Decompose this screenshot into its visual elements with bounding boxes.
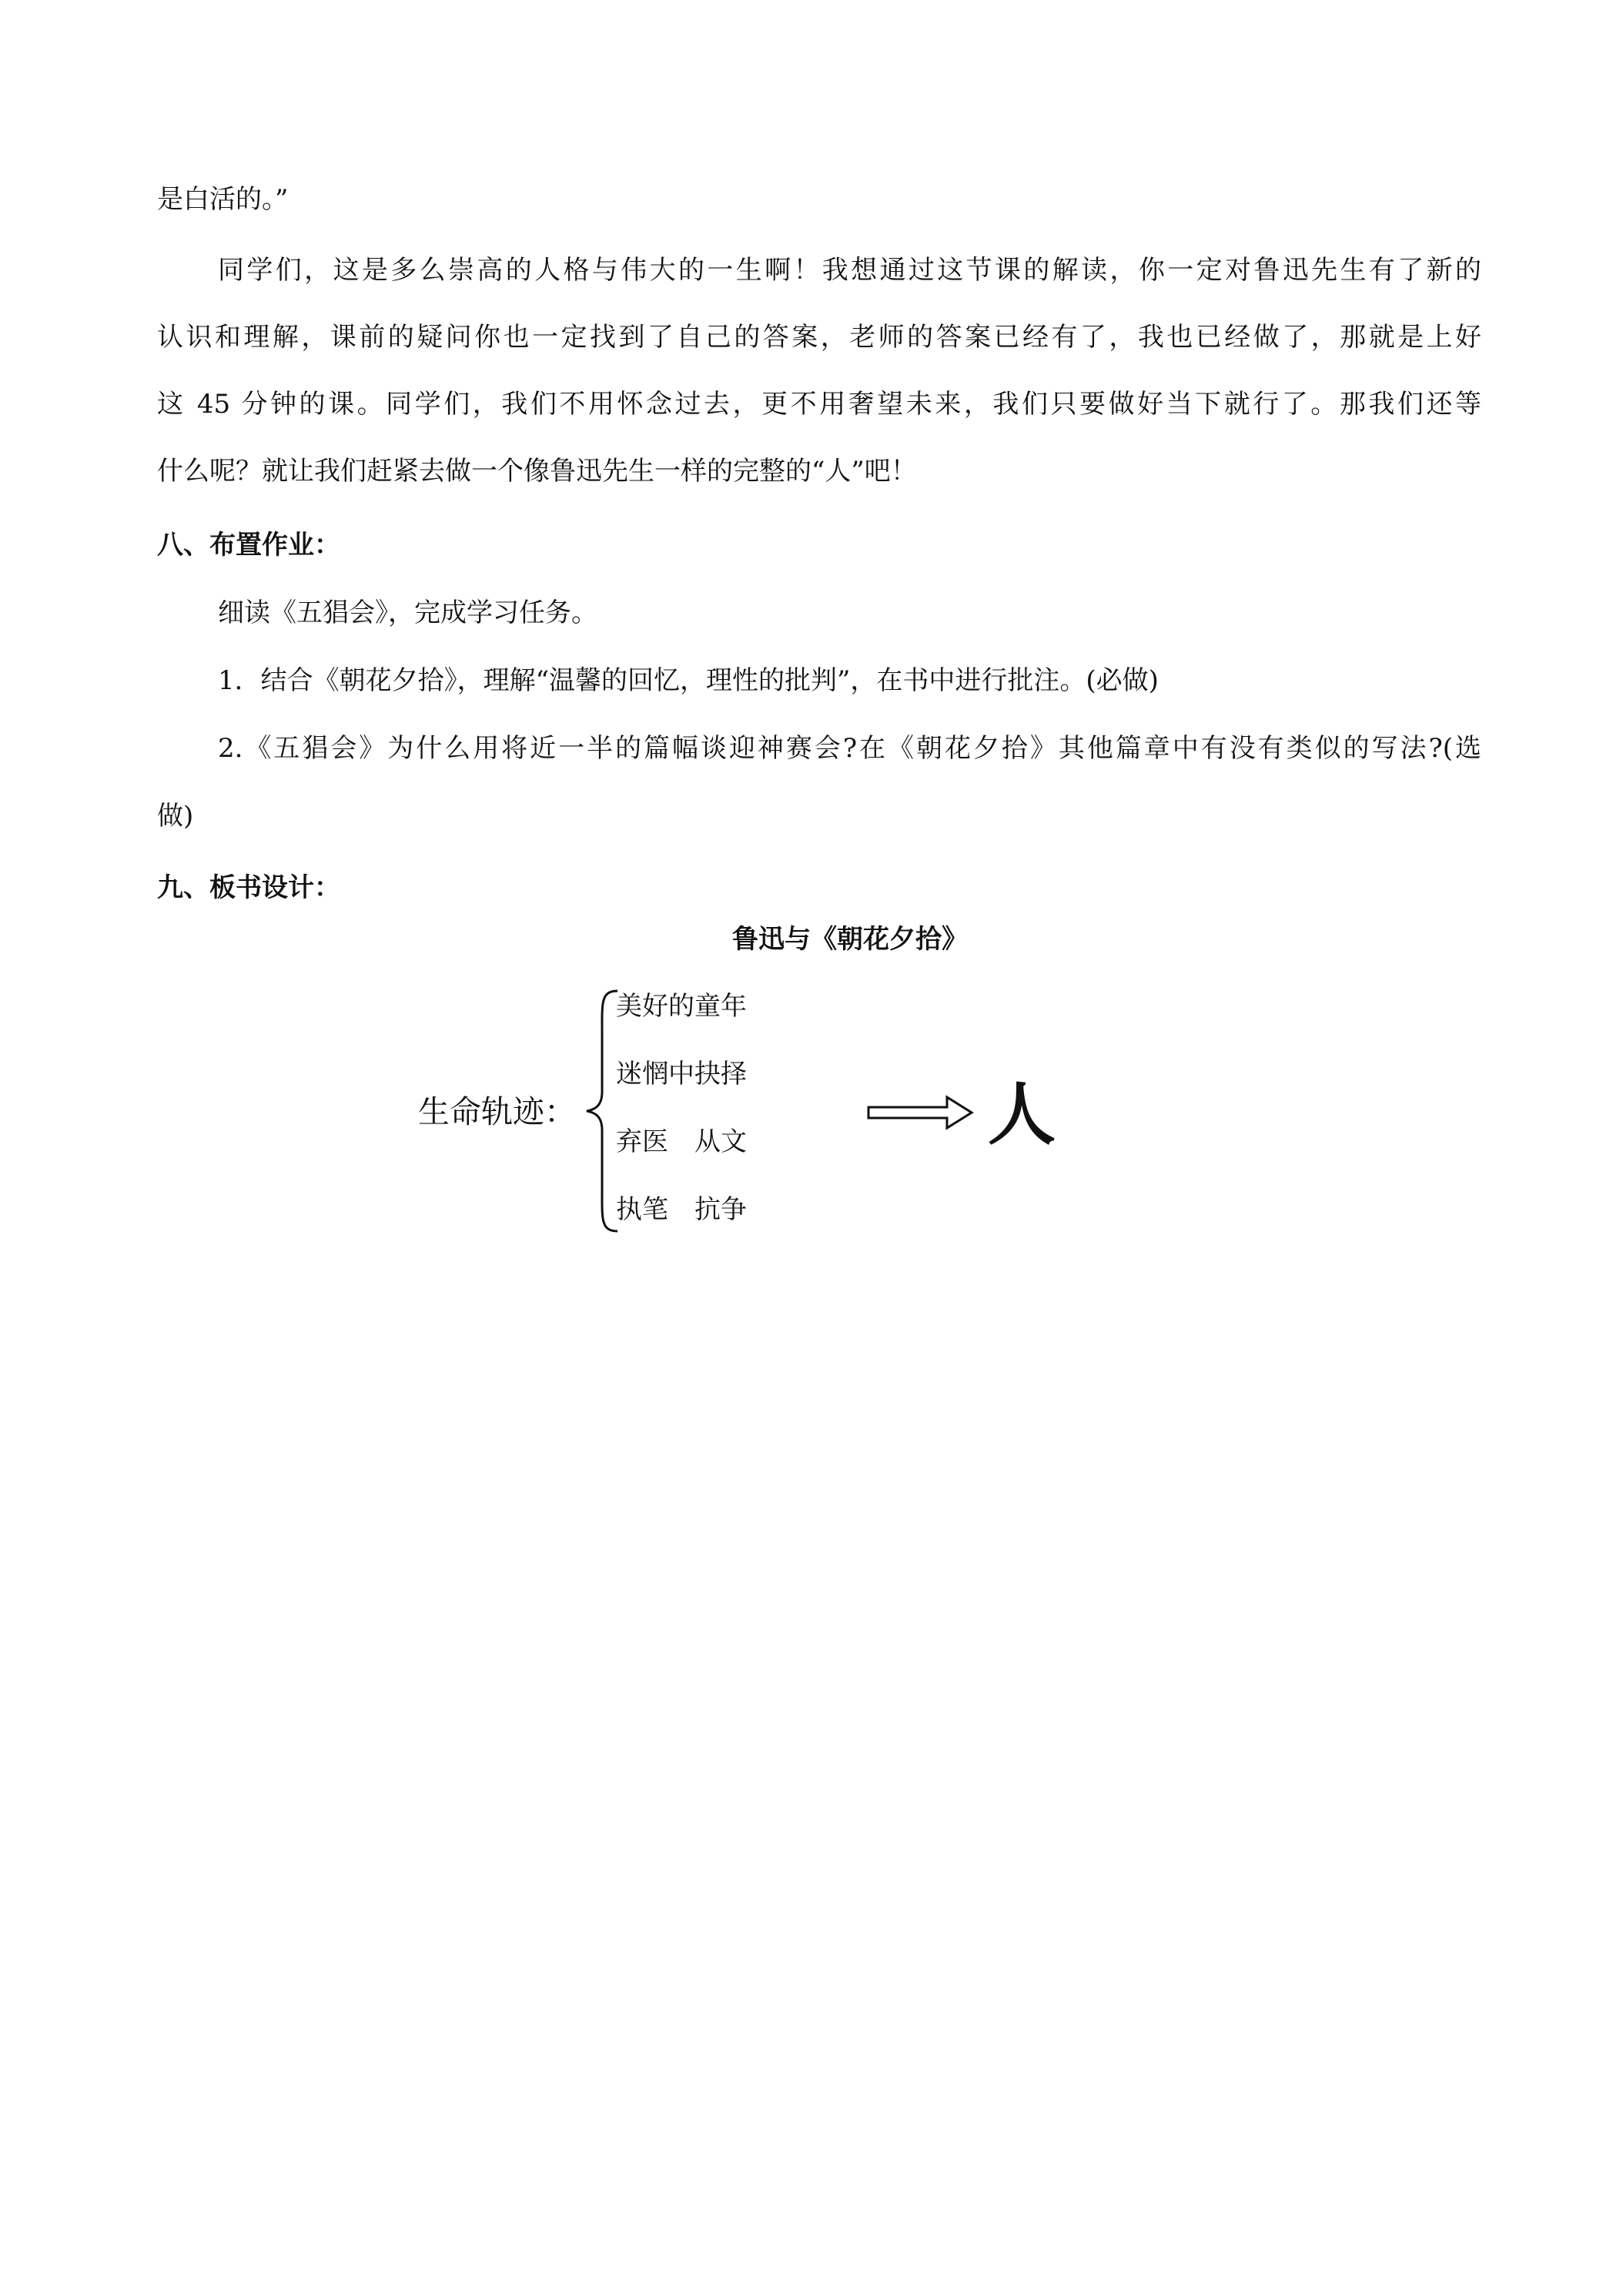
- board-conclusion: 人: [988, 1075, 1056, 1154]
- board-item: 弃医 从文: [616, 1126, 747, 1157]
- board-item: 美好的童年: [616, 991, 747, 1022]
- board-item: 迷惘中抉择: [616, 1059, 747, 1089]
- paragraph-line: 同学们，这是多么崇高的人格与伟大的一生啊！我想通过这节课的解读，你一定对鲁迅先生有了新的: [218, 255, 1481, 286]
- board-item: 执笔 抗争: [616, 1194, 747, 1225]
- curly-brace-icon: [584, 988, 621, 1234]
- section-heading: 八、布置作业：: [157, 530, 340, 561]
- paragraph-line: 什么呢？就让我们赶紧去做一个像鲁迅先生一样的完整的“人”吧！: [157, 456, 917, 487]
- paragraph-line: 是白活的。”: [157, 184, 289, 215]
- homework-task-2-cont: 做): [157, 801, 194, 832]
- paragraph-line: 这 45 分钟的课。同学们，我们不用怀念过去，更不用奢望未来，我们只要做好当下就行了。那我们还等: [157, 389, 1481, 420]
- board-title: 鲁迅与《朝花夕拾》: [732, 924, 968, 955]
- section-heading: 九、板书设计：: [157, 872, 340, 903]
- paragraph-line: 认识和理解，课前的疑问你也一定找到了自己的答案，老师的答案已经有了，我也已经做了，那就是上好: [157, 322, 1481, 353]
- homework-intro: 细读《五猖会》，完成学习任务。: [218, 597, 597, 628]
- board-label: 生命轨迹：: [418, 1093, 576, 1130]
- hollow-arrow-right-icon: [867, 1093, 975, 1132]
- homework-task-1: 1．结合《朝花夕拾》，理解“温馨的回忆，理性的批判”，在书中进行批注。(必做): [218, 665, 1159, 696]
- homework-task-2: 2.《五猖会》为什么用将近一半的篇幅谈迎神赛会?在《朝花夕拾》其他篇章中有没有类似的写法?(选: [218, 733, 1481, 764]
